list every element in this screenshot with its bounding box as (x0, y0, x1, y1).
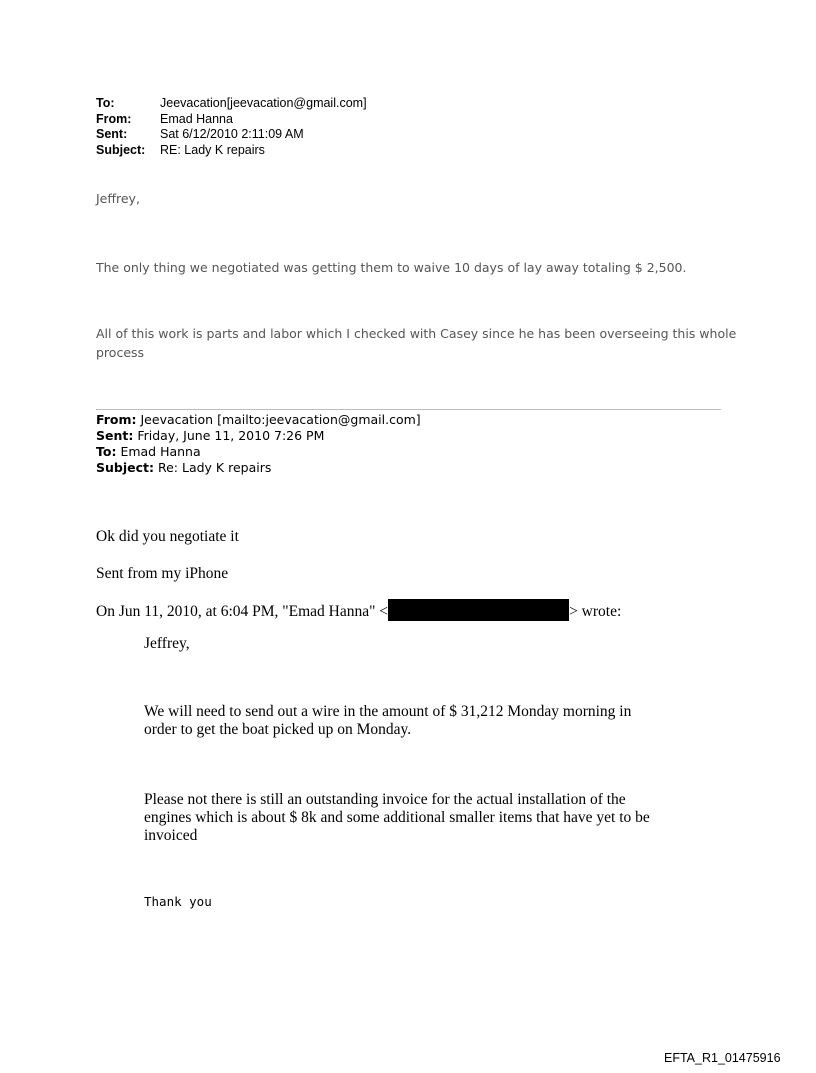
forwarded-subject-value: Re: Lady K repairs (157, 460, 272, 475)
quoted-paragraph-1 (144, 703, 631, 739)
header-to-row (96, 96, 367, 112)
to-label: To: (96, 96, 115, 110)
email-header (96, 96, 367, 158)
reply-greeting: Jeffrey, (96, 191, 140, 206)
quote-attribution (96, 599, 621, 621)
forwarded-header (96, 412, 421, 476)
forwarded-sent-row (96, 428, 421, 444)
reply-paragraph-2 (96, 324, 736, 362)
to-value: Jeevacation[jeevacation@gmail.com] (160, 96, 367, 110)
forwarded-from-row (96, 412, 421, 428)
header-from-row (96, 112, 367, 128)
quoted-paragraph-2-line-3: invoiced (144, 827, 198, 844)
header-sent-row (96, 127, 367, 143)
forwarded-from-label: From: (96, 412, 137, 427)
subject-value: RE: Lady K repairs (160, 142, 265, 157)
quote-prefix: On Jun 11, 2010, at 6:04 PM, "Emad Hanna" < (96, 603, 389, 620)
redaction-block (388, 599, 569, 621)
forwarded-sent-label: Sent: (96, 428, 134, 443)
reply-paragraph-1: The only thing we negotiated was getting them to waive 10 days of lay away totaling $ 2,500. (96, 260, 687, 275)
forwarded-subject-row (96, 460, 421, 476)
quoted-greeting: Jeffrey, (144, 635, 190, 652)
forwarded-to-row (96, 444, 421, 460)
header-subject-row (96, 143, 367, 159)
from-label: From: (96, 111, 132, 126)
reply-paragraph-2-line-2: process (96, 345, 145, 360)
forwarded-sent-value: Friday, June 11, 2010 7:26 PM (137, 428, 325, 443)
quoted-paragraph-2-line-1: Please not there is still an outstanding invoice for the actual installation of the (144, 791, 626, 808)
forwarded-to-label: To: (96, 444, 117, 459)
subject-label: Subject: (96, 142, 146, 157)
original-line-2: Sent from my iPhone (96, 565, 229, 582)
quoted-signoff: Thank you (144, 894, 212, 909)
quoted-paragraph-1-line-2: order to get the boat picked up on Monday. (144, 721, 412, 738)
from-value: Emad Hanna (160, 111, 233, 126)
quoted-paragraph-2-line-2: engines which is about $ 8k and some additional smaller items that have yet to be (144, 809, 650, 826)
forwarded-to-value: Emad Hanna (120, 444, 201, 459)
quoted-paragraph-2 (144, 791, 650, 845)
sent-label: Sent: (96, 127, 128, 141)
quote-suffix: > wrote: (569, 603, 622, 620)
message-separator (96, 409, 721, 410)
forwarded-from-value: Jeevacation [mailto:jeevacation@gmail.com] (140, 412, 421, 427)
forwarded-subject-label: Subject: (96, 460, 154, 475)
original-line-1: Ok did you negotiate it (96, 528, 239, 545)
sent-value: Sat 6/12/2010 2:11:09 AM (160, 127, 304, 141)
quoted-paragraph-1-line-1: We will need to send out a wire in the amount of $ 31,212 Monday morning in (144, 703, 632, 720)
reply-paragraph-2-line-1: All of this work is parts and labor which I checked with Casey since he has been overseeing this whole (96, 326, 737, 341)
document-id: EFTA_R1_01475916 (664, 1051, 781, 1065)
